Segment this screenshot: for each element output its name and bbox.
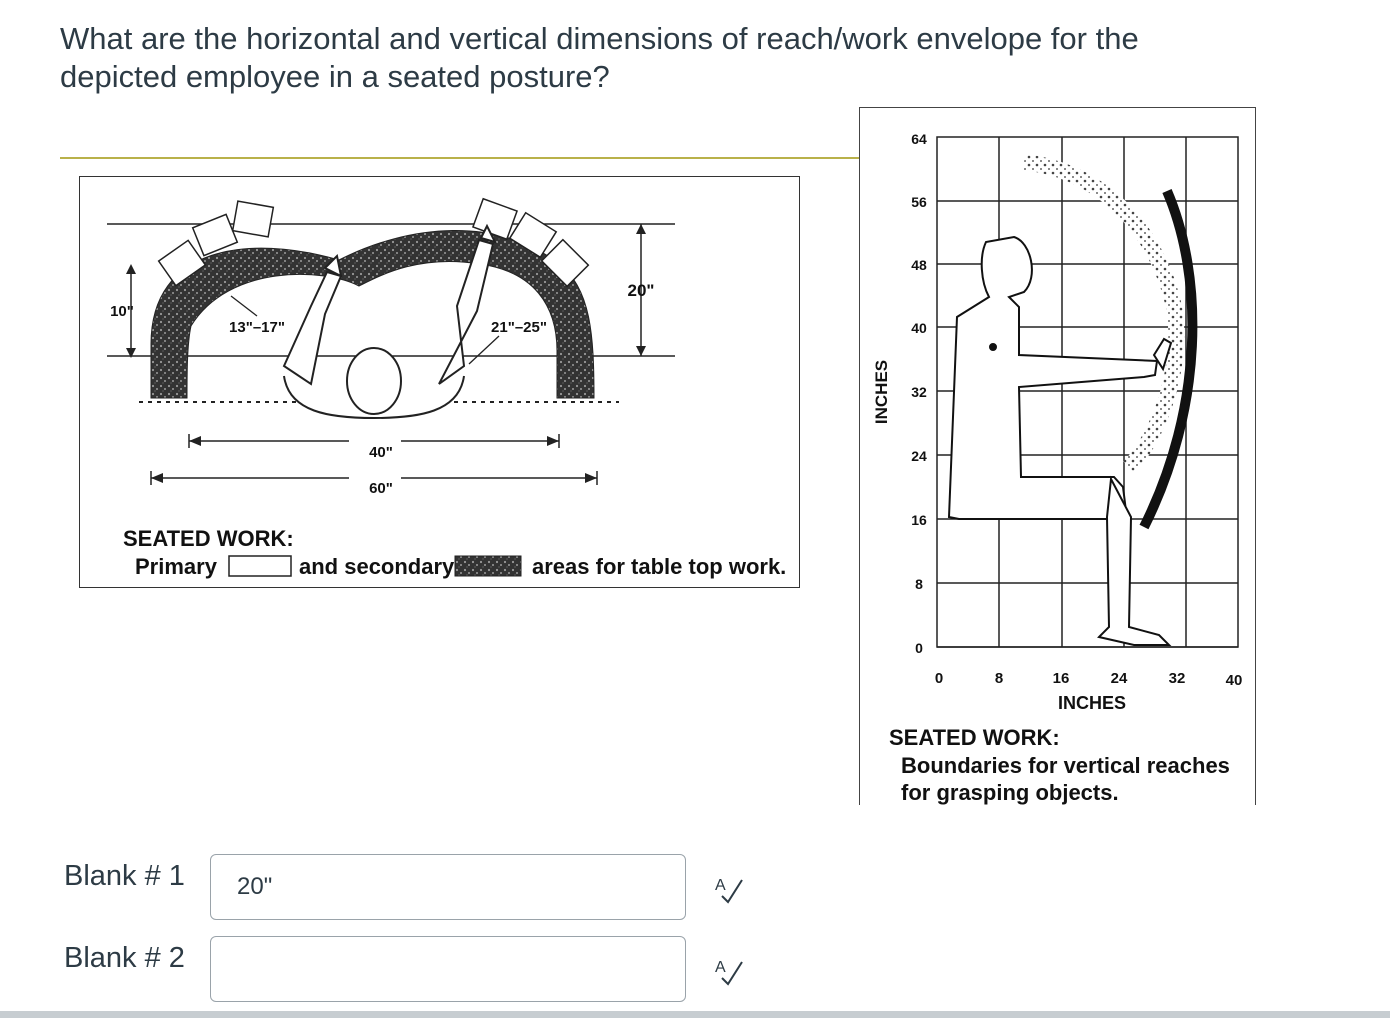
primary-area-swatch	[229, 556, 291, 576]
right-caption-line2: for grasping objects.	[901, 780, 1119, 805]
blank-1-label: Blank # 1	[64, 860, 185, 892]
figure-vertical-reach	[859, 107, 1256, 805]
y-tick-0: 0	[915, 640, 923, 656]
left-caption-end: areas for table top work.	[532, 554, 787, 579]
right-caption-line1: Boundaries for vertical reaches	[901, 753, 1230, 778]
x-tick-16: 16	[1052, 670, 1070, 687]
bottom-scrollbar[interactable]	[0, 1011, 1390, 1018]
dim-21-25-label: 21"–25"	[491, 319, 547, 336]
y-tick-16: 16	[911, 512, 927, 528]
dim-10-label: 10"	[110, 303, 134, 320]
x-tick-24: 24	[1110, 670, 1128, 687]
y-tick-8: 8	[915, 576, 923, 592]
secondary-area-swatch	[455, 556, 521, 576]
x-tick-32: 32	[1168, 670, 1186, 687]
x-axis-label: INCHES	[1057, 693, 1127, 713]
x-tick-8: 8	[994, 670, 1004, 687]
x-tick-0: 0	[934, 670, 944, 687]
blank-1-input[interactable]	[210, 854, 686, 920]
blank-2-label: Blank # 2	[64, 942, 185, 974]
left-caption-primary: Primary	[135, 554, 217, 579]
spellcheck-icon[interactable]	[712, 952, 746, 986]
figure-tabletop-work-areas	[79, 176, 800, 588]
left-caption-secondary: and secondary	[299, 554, 455, 579]
svg-text:A: A	[715, 959, 726, 976]
divider	[60, 157, 860, 159]
y-axis-label: INCHES	[872, 359, 891, 425]
y-tick-32: 32	[911, 384, 927, 400]
y-tick-40: 40	[911, 320, 927, 336]
dim-60-label: 60"	[369, 480, 393, 497]
y-tick-24: 24	[911, 448, 927, 464]
y-tick-56: 56	[911, 194, 927, 210]
y-tick-48: 48	[911, 257, 927, 273]
y-tick-64: 64	[911, 131, 927, 147]
dim-20-label: 20"	[627, 281, 655, 300]
right-caption-title: SEATED WORK:	[889, 725, 1060, 750]
svg-text:A: A	[715, 877, 726, 894]
x-tick-40: 40	[1225, 672, 1243, 689]
spellcheck-icon[interactable]	[712, 870, 746, 904]
dim-13-17-label: 13"–17"	[229, 319, 285, 336]
blank-2-input[interactable]	[210, 936, 686, 1002]
dim-40-label: 40"	[369, 444, 393, 461]
left-caption-title: SEATED WORK:	[123, 526, 294, 551]
question-text: What are the horizontal and vertical dimensions of reach/work envelope for the depicted employee in a seated posture?	[60, 21, 1139, 94]
